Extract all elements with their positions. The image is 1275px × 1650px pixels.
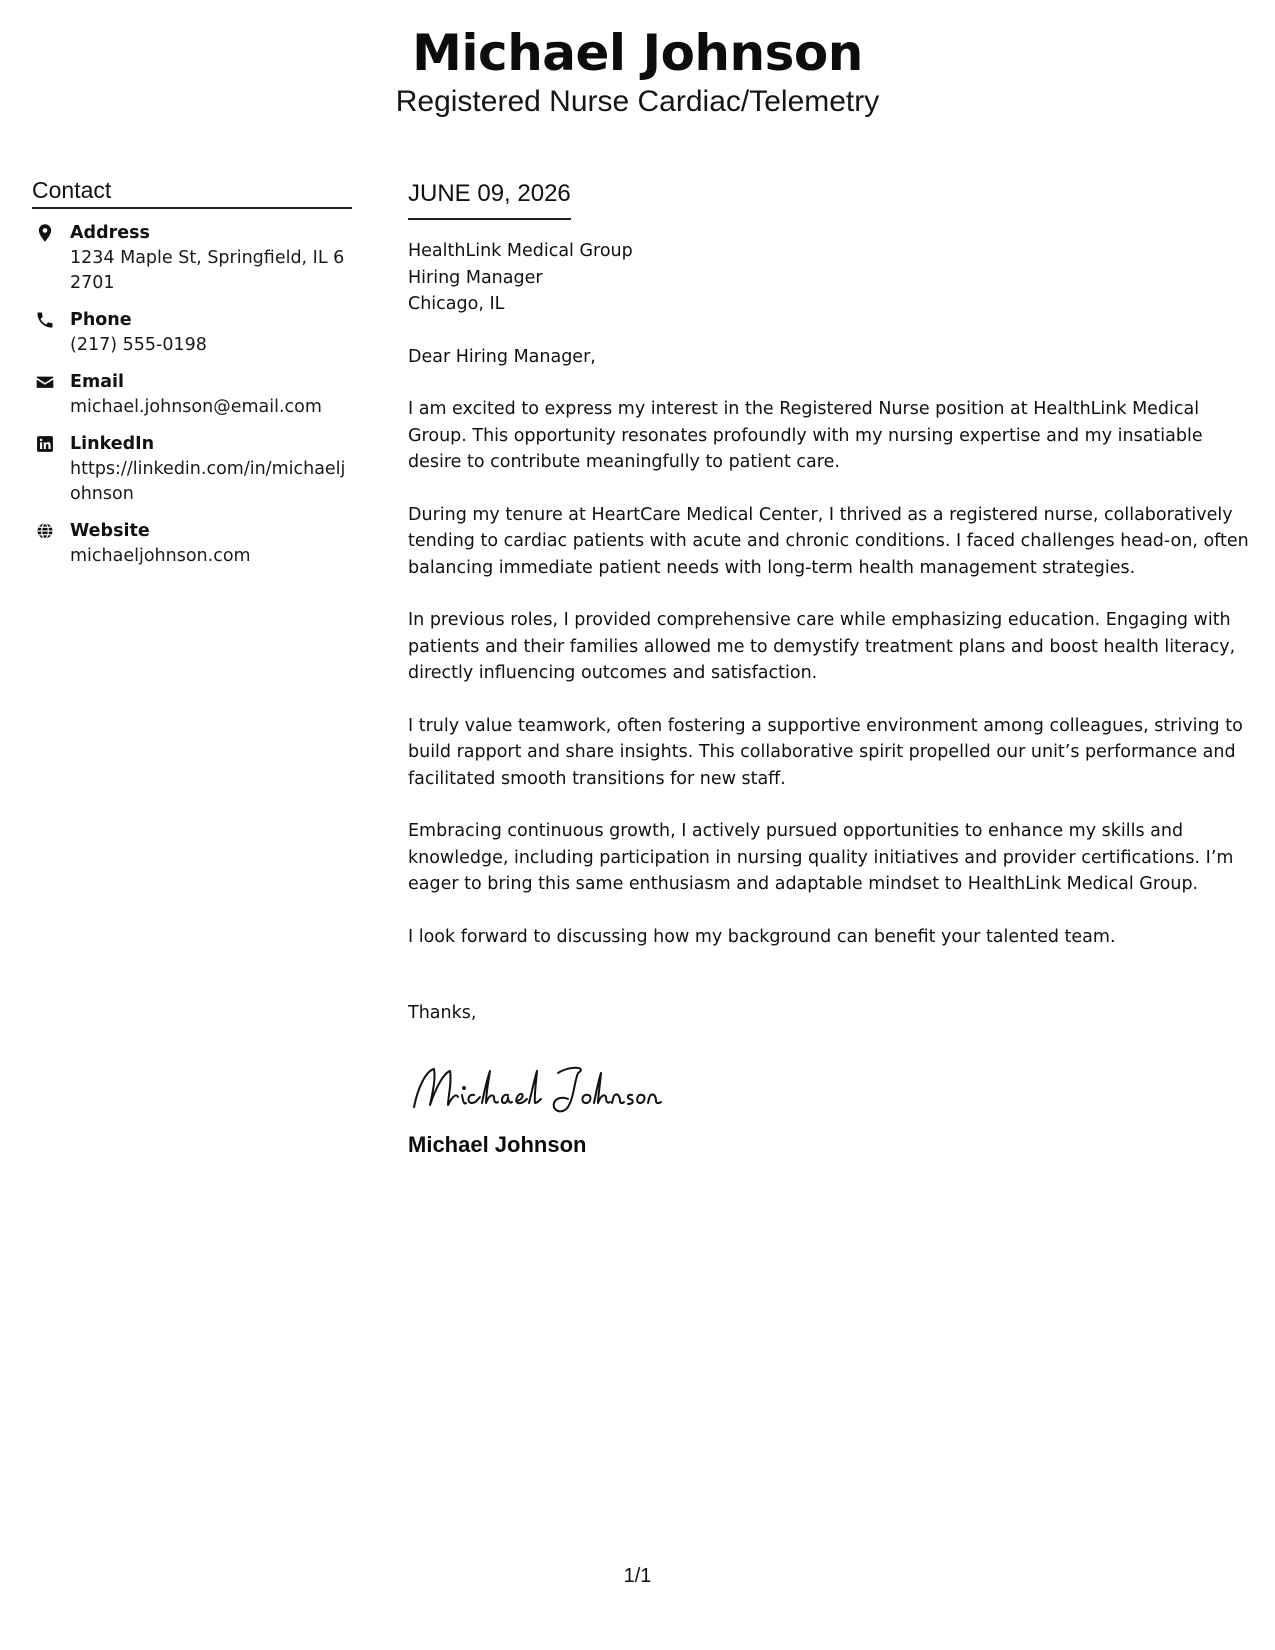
contact-item-linkedin <box>32 432 352 507</box>
letter-paragraph: I look forward to discussing how my background can benefit your talented team. <box>408 926 1116 947</box>
letter-paragraph: During my tenure at HeartCare Medical Center, I thrived as a registered nurse, collaboratively tending to cardiac patients with acute and chronic conditions. I faced challenges head-on, often balancing immediate patient needs with long-term health management strategies. <box>408 504 1249 578</box>
contact-section-title: Contact <box>32 176 352 209</box>
map-pin-icon <box>35 223 55 243</box>
contact-list <box>32 221 352 569</box>
address-value: 1234 Maple St, Springfield, IL 62701 <box>70 248 345 293</box>
letter-paragraph: I truly value teamwork, often fostering a supportive environment among colleagues, striving to build rapport and share insights. This collaborative spirit propelled our unit’s performance and facilitated smooth transitions for new staff. <box>408 715 1243 789</box>
letter-paragraph: Embracing continuous growth, I actively pursued opportunities to enhance my skills and knowledge, including participation in nursing quality initiatives and provider certifications. I’m eager to bring this same enthusiasm and adaptable mindset to HealthLink Medical Group. <box>408 821 1234 894</box>
linkedin-value: https://linkedin.com/in/michaeljohnson <box>70 459 346 504</box>
globe-icon <box>35 521 55 541</box>
contact-item-website <box>32 519 352 569</box>
email-label: Email <box>70 372 124 392</box>
linkedin-icon <box>35 434 55 454</box>
letter-paragraph: I am excited to express my interest in the Registered Nurse position at HealthLink Medical Group. This opportunity resonates profoundly with my nursing expertise and my insatiable desire to contribute meaningfully to patient care. <box>408 399 1203 472</box>
greeting: Dear Hiring Manager, <box>408 346 596 367</box>
header <box>0 22 1275 120</box>
contact-item-phone <box>32 308 352 358</box>
page-number: 1/1 <box>623 1565 652 1587</box>
email-value: michael.johnson@email.com <box>70 397 322 417</box>
handwritten-signature <box>408 1057 1253 1117</box>
closing: Thanks, <box>408 1003 477 1023</box>
website-value: michaeljohnson.com <box>70 546 251 566</box>
recipient-role: Hiring Manager <box>408 267 543 288</box>
contact-item-address <box>32 221 352 296</box>
recipient-location: Chicago, IL <box>408 294 505 314</box>
phone-icon <box>35 310 55 330</box>
contact-item-email <box>32 370 352 420</box>
address-label: Address <box>70 223 150 243</box>
cover-letter <box>408 178 1253 1159</box>
letter-paragraph: In previous roles, I provided comprehensive care while emphasizing education. Engaging with patients and their families allowed me to demystify treatment plans and boost health literacy, directly influencing outcomes and satisfaction. <box>408 610 1236 683</box>
candidate-name: Michael Johnson <box>412 24 863 82</box>
recipient-block <box>408 238 1253 318</box>
phone-label: Phone <box>70 310 132 330</box>
website-label: Website <box>70 521 150 541</box>
job-title: Registered Nurse Cardiac/Telemetry <box>395 85 880 118</box>
recipient-company: HealthLink Medical Group <box>408 241 633 261</box>
phone-value: (217) 555-0198 <box>70 335 207 355</box>
linkedin-label: LinkedIn <box>70 434 155 454</box>
contact-sidebar <box>32 176 352 581</box>
envelope-icon <box>35 372 55 392</box>
letter-date: JUNE 09, 2026 <box>408 178 571 220</box>
signed-name: Michael Johnson <box>408 1131 587 1157</box>
